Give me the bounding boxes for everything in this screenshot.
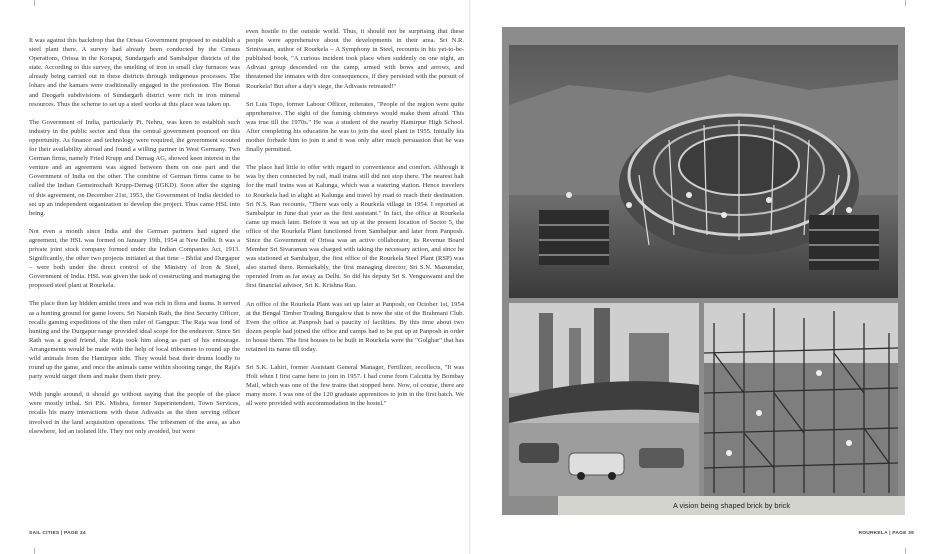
paragraph: Sri S.K. Lahiri, former Assistant General Manager, Fertilizer, recollects, "It was Holi when I first came here to join in 1957. I had come from Calcutta by Bombay Mail, which was one of the few trains that stopped here. Now, of course, there are many more. I was one of the 120 graduate apprentices to join in the first batch. We all were provided with accommodation in the hostel." — [246, 364, 464, 408]
scaffolding-structure-photo — [704, 303, 898, 496]
crop-mark — [905, 548, 906, 554]
steel-plant-street-photo — [509, 303, 699, 496]
footer-left: SAIL CITIES | PAGE 34 — [29, 531, 86, 536]
paragraph: Sri Luis Topo, former Labour Officer, reiterates, "People of the region were quite apprehensive. The sight of the fuming chimneys would make them afraid. This was true till the 1970s." He was a student of the nearby Hamirpur High School. After completing his education he was to join the steel plant in 1955. Initially his mother forbade him to join it and it was only after much persuasion that he was finally permitted. — [246, 100, 464, 154]
crop-mark — [34, 548, 35, 554]
paragraph: With jungle around, it should go without saying that the people of the place were mostly tribal. Sri P.K. Mishra, former Superintendent, Town Services, recalls his many interactions with these Adivasis as the then serving officer involved in the land acquisition operations. The tribesmen of the area, as also elsewhere, led an isolated life. They not only avoided, but were — [29, 391, 240, 435]
construction-site-photo — [509, 45, 898, 298]
footer-right: ROURKELA | PAGE 35 — [858, 531, 914, 536]
paragraph: An office of the Rourkela Plant was set up later at Panposh, on October 1st, 1954 at the Bengal Timber Trading Bungalow that is now the site of the Brahmani Club. Even the office at Panposh had a paucity of facilities. By this time about two dozen people had joined the office and camps had to be put up at Panposh in order to house them. The first houses to be built in Rourkela were the "Golghar" that has retained its name till today. — [246, 300, 464, 353]
photo-caption: A vision being shaped brick by brick — [672, 501, 791, 510]
crop-mark — [905, 0, 906, 6]
left-text-column — [29, 36, 240, 445]
paragraph: It was against this backdrop that the Orissa Government proposed to establish a steel plant there. A survey had already been conducted by the Census Operations, Orissa in the Koraput, Sundargarh and Sambalpur districts of the state. According to this survey, the smelting of iron in small clay furnaces was already being carried out in these districts through indigenous processes. The lohars and the kamars were traditionally engaged in the profession. The Bonai and Deogarh subdivisions of Sundargarh district were rich in iron mineral resources. Thus the scheme to set up a steel works at this place was taken up. — [29, 37, 240, 108]
paragraph: The place had little to offer with regard to convenience and comfort. Although it was by then connected by rail, mail trains still did not stop there. The nearest halt for the mail trains was at Kalunga, which was a watering station. Hence travelers to Rourkela had to alight at Kalunga and travel by road to reach their destination. Sri N.S. Rao recounts, "There was only a Rourkela village in 1954. I reported at Sambalpur in June that year as the first assistant." In fact, the office at Rourkela came up much later. Before it was set up at the present location of Sector 5, the office of the Rourkela Plant functioned from Sambalpur and later from Panposh. Since the Government of Orissa was an active collaborator, its Revenue Board Member Sri Sivaraman was charged with taking the necessary action, and since he was stationed at Sambalpur, the first office of the Rourkela Steel Plant (RSP) was also started there. Remarkably, the first managing director, Sri S.N. Mazumdar, operated from as far away as Delhi. So did his deputy Sri S. Venguswami and the first financial advisor, Sri K. Krishna Rao. — [246, 164, 464, 290]
page-gutter — [469, 0, 471, 554]
crop-mark — [34, 0, 35, 6]
paragraph: The place then lay hidden amidst trees and was rich in flora and fauna. It served as a hunting ground for game lovers. Sri Narsinh Rath, the first Security Officer, recalls gaming expeditions of the then ruler of Gangpur. The Raja was fond of hunting and the Durgapur range provided ideal scope for the endeavor. Since Sri Rath was a good friend, the Raja took him along as part of his entourage. Arrangements would be made with the help of local tribesmen to round up the wild animals from the Hamirpur side. They would beat their drums loudly to round up the game, and once the animals came within shooting range, the Raja's party would target them and make them their prey. — [29, 300, 240, 381]
paragraph: Not even a month since India and the German partners had signed the agreement, the HSL was formed on January 19th, 1954 at New Delhi. It was a private joint stock company formed under the Indian Companies Act, 1913. Significantly, the other two projects initiated at that time – Bhilai and Durgapur – were both under the direct control of the Ministry of Iron & Steel, Government of India. HSL was given the task of constructing and managing the proposed steel plant at Rourkela. — [29, 227, 240, 290]
paragraph: The Government of India, particularly Pt. Nehru, was keen to establish such industry in the public sector and thus the central government pounced on this opportunity. As finance and technology were required, the government scouted for their availability abroad and found a willing partner in West Germany. Two German firms, namely Fried Krupp and Demag AG, showed keen interest in the venture and an agreement was signed between them on one part and the Government of India on the other. The combine of German firms came to be called the Indian Gemeinschaft Krupp-Demag (IGKD). Soon after the signing of this agreement, on December 21st, 1953, the Government of India decided to set up an independent organization to develop the project. Thus came HSL into being. — [29, 118, 240, 217]
paragraph: even hostile to the outside world. Thus, it should not be surprising that these people were apprehensive about the developments in their area. Sri N.R. Srinivasan, author of Rourkela – A Symphony in Steel, recounts in his yet-to-be-published book, "A curious incident took place when suddenly on one night, an Adivasi group descended on the camp, armed with bows and arrows, and threatened the inmates with dire consequences, if they persisted with the pursuit of Rourkela! But after a day's siege, the Adivasis retreated!" — [246, 28, 464, 90]
middle-text-column — [246, 27, 464, 418]
